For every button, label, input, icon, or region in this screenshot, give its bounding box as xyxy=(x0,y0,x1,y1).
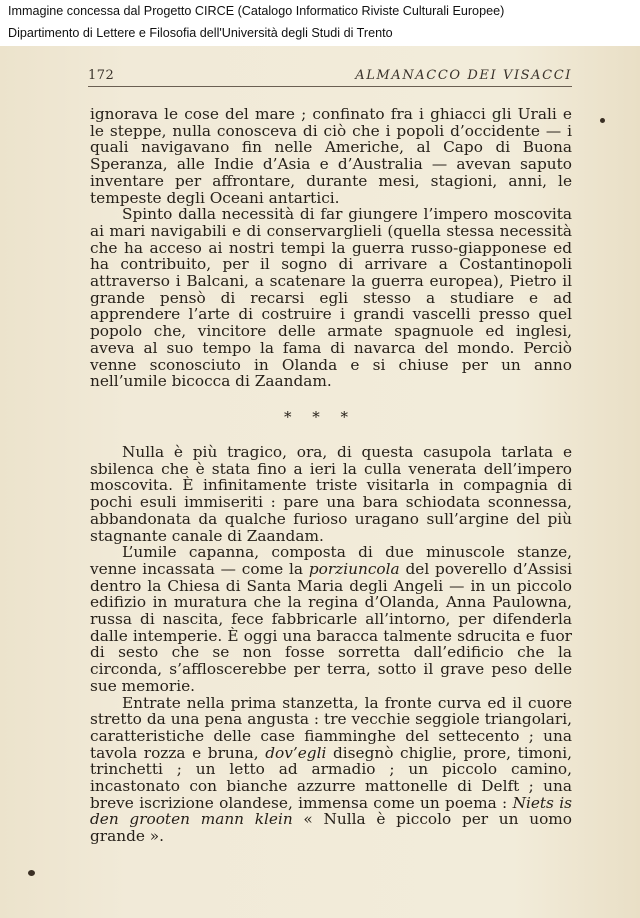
banner-line-1: Immagine concessa dal Progetto CIRCE (Catalogo Informatico Riviste Culturali Europee) xyxy=(8,4,505,18)
paragraph-5 xyxy=(90,695,572,845)
paragraph-5-part-a: Entrate nella prima stanzetta, la fronte curva ed il cuore stretto da una pena angusta : tre vecchie seggiole triangolari, caratteristiche delle case fiamminghe del settecento ; una tavola rozza e bruna, xyxy=(90,693,572,762)
paragraph-1: ignorava le cose del mare ; confinato fra i ghiacci gli Urali e le steppe, nulla conosceva di ciò che i popoli d’occidente — i quali navigavano fin nelle Americhe, al Capo di Buona Speranza, alle Indie d’Asia e d’Australia — avevan saputo inventare per affrontare, durante mesi, stagioni, anni, le tempeste degli Oceani antartici. xyxy=(90,105,572,207)
section-separator: * * * xyxy=(283,408,357,426)
paragraph-2: Spinto dalla necessità di far giungere l’impero moscovita ai mari navigabili e di conservarglieli (quella stessa necessità che ha acceso ai nostri tempi la guerra russo-giapponese ed ha contribuito, per il sogno di arrivare a Costantinopoli attraverso i Balcani, a scatenare la guerra europea), Pietro il grande pensò di recarsi egli stesso a studiare e ad apprendere l’arte di costruire i grandi vascelli presso quel popolo che, vincitore delle armate spagnuole ed inglesi, aveva al suo tempo la fama di navarca del mondo. Perciò venne sconosciuto in Olanda e si chiuse per un anno nell’umile bicocca di Zaandam. xyxy=(90,205,572,391)
source-banner xyxy=(0,0,640,46)
running-title: ALMANACCO DEI VISACCI xyxy=(355,68,572,83)
page-number: 172 xyxy=(88,68,115,83)
paragraph-4 xyxy=(90,544,572,694)
paper-speck xyxy=(28,870,35,876)
text-block-2 xyxy=(90,444,572,845)
page-header xyxy=(88,68,572,86)
paragraph-5-part-c: « Nulla è piccolo per un uomo grande ». xyxy=(90,810,572,846)
paper-speck xyxy=(600,118,605,123)
scanned-page xyxy=(0,46,640,918)
paragraph-4-italic: porziuncola xyxy=(308,559,400,578)
paragraph-4-part-b: del poverello d’Assisi dentro la Chiesa di Santa Maria degli Angeli — in un piccolo edifizio in muratura che la regina d’Olanda, Anna Paulowna, russa di nascita, fece fabbricarle all’intorno, per difenderla dalle intemperie. È oggi una baracca talmente sdrucita e fuor di sesto che se non fosse sorretta dall’edificio che la circonda, s’affloscerebbe per terra, sotto il grave peso delle sue memorie. xyxy=(90,559,572,695)
text-block-1 xyxy=(90,106,572,390)
paragraph-5-part-b: disegnò chiglie, prore, timoni, trinchetti ; un letto ad armadio ; un piccolo camino, incastonato con bianche azzurre mattonelle di Delft ; una breve iscrizione olandese, immensa come un poema : xyxy=(90,743,572,812)
paragraph-5-italic-2: Niets is den grooten mann klein xyxy=(90,793,572,829)
banner-line-2: Dipartimento di Lettere e Filosofia dell'Università degli Studi di Trento xyxy=(8,26,393,40)
paragraph-3: Nulla è più tragico, ora, di questa casupola tarlata e sbilenca che è stata fino a ieri la culla venerata dell’impero moscovita. È infinitamente triste visitarla in compagnia di pochi esuli immiseriti : pare una bara schiodata sconnessa, abbandonata da qualche furioso uragano sull’argine del più stagnante canale di Zaandam. xyxy=(90,443,572,545)
paragraph-5-italic-1: dov’egli xyxy=(265,743,327,762)
header-rule xyxy=(88,86,572,87)
paragraph-4-part-a: L’umile capanna, composta di due minuscole stanze, venne incassata — come la xyxy=(90,543,572,578)
